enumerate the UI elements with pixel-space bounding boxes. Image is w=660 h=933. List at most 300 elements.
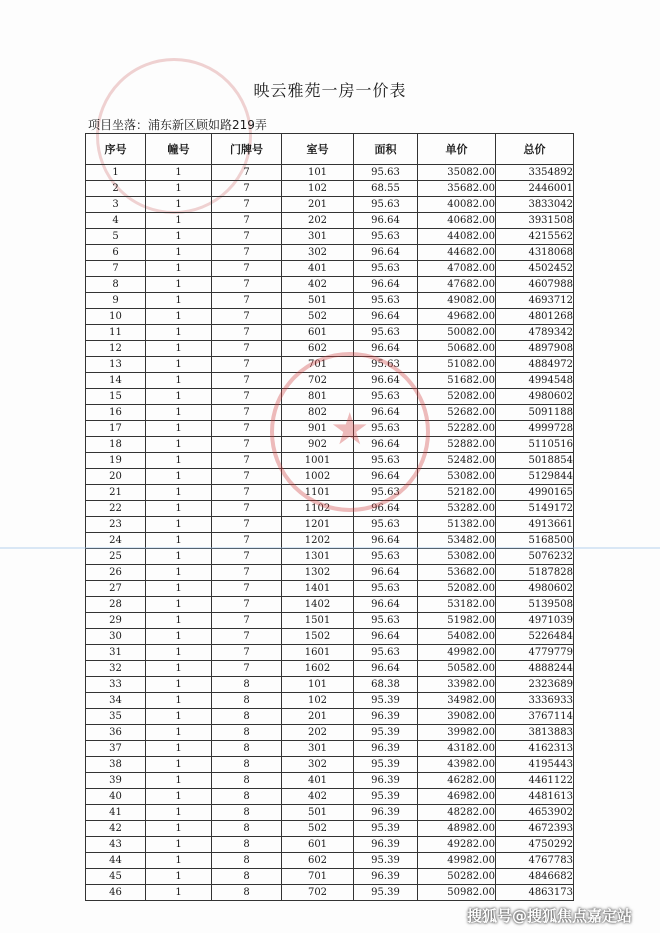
cell-index: 15	[86, 389, 146, 405]
cell-total-price: 4863173	[496, 885, 574, 901]
cell-unit-price: 49082.00	[418, 293, 496, 309]
cell-area: 68.38	[354, 677, 418, 693]
cell-index: 18	[86, 437, 146, 453]
cell-unit-price: 49682.00	[418, 309, 496, 325]
cell-area: 95.63	[354, 581, 418, 597]
cell-room: 101	[282, 677, 354, 693]
cell-total-price: 4994548	[496, 373, 574, 389]
cell-index: 2	[86, 181, 146, 197]
cell-door: 7	[212, 181, 282, 197]
cell-building: 1	[146, 869, 212, 885]
cell-area: 68.55	[354, 181, 418, 197]
cell-room: 802	[282, 405, 354, 421]
cell-total-price: 4897908	[496, 341, 574, 357]
cell-unit-price: 35682.00	[418, 181, 496, 197]
table-row	[86, 677, 574, 693]
cell-index: 23	[86, 517, 146, 533]
cell-index: 33	[86, 677, 146, 693]
cell-area: 96.39	[354, 709, 418, 725]
cell-door: 7	[212, 629, 282, 645]
cell-area: 96.64	[354, 213, 418, 229]
cell-index: 29	[86, 613, 146, 629]
cell-unit-price: 52482.00	[418, 453, 496, 469]
cell-room: 301	[282, 741, 354, 757]
cell-room: 501	[282, 805, 354, 821]
cell-unit-price: 50082.00	[418, 325, 496, 341]
cell-index: 43	[86, 837, 146, 853]
cell-total-price: 3833042	[496, 197, 574, 213]
table-row	[86, 197, 574, 213]
cell-index: 1	[86, 165, 146, 181]
cell-index: 12	[86, 341, 146, 357]
cell-building: 1	[146, 229, 212, 245]
cell-door: 8	[212, 869, 282, 885]
cell-index: 44	[86, 853, 146, 869]
cell-unit-price: 52682.00	[418, 405, 496, 421]
cell-door: 7	[212, 261, 282, 277]
cell-building: 1	[146, 645, 212, 661]
table-row	[86, 421, 574, 437]
cell-room: 402	[282, 277, 354, 293]
cell-index: 24	[86, 533, 146, 549]
cell-room: 1601	[282, 645, 354, 661]
cell-index: 4	[86, 213, 146, 229]
cell-room: 902	[282, 437, 354, 453]
cell-door: 7	[212, 325, 282, 341]
cell-index: 46	[86, 885, 146, 901]
cell-index: 11	[86, 325, 146, 341]
cell-door: 7	[212, 485, 282, 501]
cell-building: 1	[146, 549, 212, 565]
cell-total-price: 4750292	[496, 837, 574, 853]
cell-building: 1	[146, 389, 212, 405]
table-row	[86, 341, 574, 357]
cell-unit-price: 35082.00	[418, 165, 496, 181]
seal-star-icon: ★	[330, 404, 370, 455]
cell-unit-price: 53082.00	[418, 549, 496, 565]
cell-door: 8	[212, 837, 282, 853]
cell-unit-price: 47082.00	[418, 261, 496, 277]
cell-door: 7	[212, 565, 282, 581]
price-table	[85, 133, 574, 901]
cell-unit-price: 34982.00	[418, 693, 496, 709]
cell-area: 96.64	[354, 341, 418, 357]
cell-door: 7	[212, 453, 282, 469]
cell-total-price: 4801268	[496, 309, 574, 325]
cell-area: 96.64	[354, 277, 418, 293]
cell-unit-price: 50282.00	[418, 869, 496, 885]
cell-total-price: 5018854	[496, 453, 574, 469]
cell-building: 1	[146, 437, 212, 453]
cell-total-price: 4502452	[496, 261, 574, 277]
cell-index: 45	[86, 869, 146, 885]
cell-building: 1	[146, 517, 212, 533]
cell-index: 3	[86, 197, 146, 213]
cell-total-price: 5187828	[496, 565, 574, 581]
cell-room: 1201	[282, 517, 354, 533]
cell-room: 1602	[282, 661, 354, 677]
cell-index: 42	[86, 821, 146, 837]
cell-area: 96.64	[354, 245, 418, 261]
cell-room: 901	[282, 421, 354, 437]
cell-door: 8	[212, 853, 282, 869]
cell-door: 7	[212, 597, 282, 613]
cell-door: 7	[212, 613, 282, 629]
cell-index: 25	[86, 549, 146, 565]
cell-area: 95.63	[354, 517, 418, 533]
cell-room: 502	[282, 309, 354, 325]
cell-unit-price: 50982.00	[418, 885, 496, 901]
cell-building: 1	[146, 277, 212, 293]
cell-room: 1402	[282, 597, 354, 613]
cell-unit-price: 40682.00	[418, 213, 496, 229]
cell-total-price: 4672393	[496, 821, 574, 837]
cell-door: 7	[212, 549, 282, 565]
cell-total-price: 4779779	[496, 645, 574, 661]
cell-area: 96.64	[354, 469, 418, 485]
cell-total-price: 5168500	[496, 533, 574, 549]
cell-area: 95.63	[354, 421, 418, 437]
cell-total-price: 5139508	[496, 597, 574, 613]
cell-room: 501	[282, 293, 354, 309]
cell-door: 7	[212, 293, 282, 309]
cell-room: 302	[282, 245, 354, 261]
cell-door: 7	[212, 165, 282, 181]
cell-total-price: 2323689	[496, 677, 574, 693]
table-header-row	[86, 134, 574, 165]
cell-room: 1502	[282, 629, 354, 645]
cell-room: 201	[282, 197, 354, 213]
cell-unit-price: 52082.00	[418, 581, 496, 597]
table-row	[86, 709, 574, 725]
cell-building: 1	[146, 261, 212, 277]
cell-total-price: 4481613	[496, 789, 574, 805]
table-row	[86, 213, 574, 229]
cell-total-price: 5091188	[496, 405, 574, 421]
cell-unit-price: 50682.00	[418, 341, 496, 357]
cell-room: 401	[282, 773, 354, 789]
cell-unit-price: 52182.00	[418, 485, 496, 501]
cell-room: 1002	[282, 469, 354, 485]
table-row	[86, 453, 574, 469]
cell-area: 96.64	[354, 373, 418, 389]
cell-room: 201	[282, 709, 354, 725]
cell-door: 7	[212, 469, 282, 485]
cell-index: 39	[86, 773, 146, 789]
cell-room: 1101	[282, 485, 354, 501]
cell-building: 1	[146, 757, 212, 773]
cell-total-price: 4693712	[496, 293, 574, 309]
cell-index: 17	[86, 421, 146, 437]
cell-unit-price: 49982.00	[418, 853, 496, 869]
table-row	[86, 757, 574, 773]
cell-door: 8	[212, 741, 282, 757]
cell-room: 1102	[282, 501, 354, 517]
cell-total-price: 3767114	[496, 709, 574, 725]
cell-area: 96.39	[354, 741, 418, 757]
cell-index: 5	[86, 229, 146, 245]
cell-room: 1301	[282, 549, 354, 565]
cell-index: 28	[86, 597, 146, 613]
cell-unit-price: 52082.00	[418, 389, 496, 405]
table-row	[86, 501, 574, 517]
cell-area: 95.63	[354, 549, 418, 565]
cell-unit-price: 52882.00	[418, 437, 496, 453]
cell-unit-price: 53482.00	[418, 533, 496, 549]
cell-area: 95.39	[354, 885, 418, 901]
table-row	[86, 373, 574, 389]
cell-building: 1	[146, 597, 212, 613]
cell-total-price: 4767783	[496, 853, 574, 869]
cell-room: 1401	[282, 581, 354, 597]
project-location: 项目坐落：浦东新区顾如路219弄	[88, 118, 267, 132]
cell-room: 202	[282, 213, 354, 229]
table-row	[86, 805, 574, 821]
cell-total-price: 5076232	[496, 549, 574, 565]
cell-room: 1302	[282, 565, 354, 581]
cell-building: 1	[146, 853, 212, 869]
cell-index: 22	[86, 501, 146, 517]
table-row	[86, 725, 574, 741]
table-row	[86, 245, 574, 261]
cell-total-price: 4318068	[496, 245, 574, 261]
table-row	[86, 405, 574, 421]
cell-building: 1	[146, 373, 212, 389]
cell-index: 27	[86, 581, 146, 597]
cell-unit-price: 51082.00	[418, 357, 496, 373]
cell-index: 26	[86, 565, 146, 581]
cell-area: 95.63	[354, 261, 418, 277]
cell-area: 96.64	[354, 629, 418, 645]
cell-area: 95.63	[354, 325, 418, 341]
cell-index: 31	[86, 645, 146, 661]
table-row	[86, 661, 574, 677]
table-row	[86, 565, 574, 581]
cell-total-price: 5110516	[496, 437, 574, 453]
cell-room: 701	[282, 869, 354, 885]
cell-area: 95.63	[354, 485, 418, 501]
cell-building: 1	[146, 629, 212, 645]
cell-area: 96.39	[354, 805, 418, 821]
cell-total-price: 4846682	[496, 869, 574, 885]
cell-building: 1	[146, 213, 212, 229]
cell-total-price: 4162313	[496, 741, 574, 757]
cell-door: 7	[212, 661, 282, 677]
table-row	[86, 773, 574, 789]
cell-unit-price: 39982.00	[418, 725, 496, 741]
cell-total-price: 5149172	[496, 501, 574, 517]
cell-door: 7	[212, 309, 282, 325]
table-row	[86, 853, 574, 869]
table-row	[86, 821, 574, 837]
cell-building: 1	[146, 197, 212, 213]
cell-unit-price: 50582.00	[418, 661, 496, 677]
cell-door: 7	[212, 421, 282, 437]
cell-door: 7	[212, 197, 282, 213]
cell-room: 801	[282, 389, 354, 405]
cell-unit-price: 48282.00	[418, 805, 496, 821]
cell-door: 8	[212, 805, 282, 821]
cell-index: 32	[86, 661, 146, 677]
cell-building: 1	[146, 245, 212, 261]
cell-area: 95.63	[354, 229, 418, 245]
cell-door: 8	[212, 773, 282, 789]
cell-area: 96.64	[354, 501, 418, 517]
cell-index: 13	[86, 357, 146, 373]
cell-unit-price: 39082.00	[418, 709, 496, 725]
header-unit-price: 单价	[418, 134, 496, 165]
cell-index: 37	[86, 741, 146, 757]
cell-door: 8	[212, 789, 282, 805]
cell-area: 95.39	[354, 853, 418, 869]
cell-door: 7	[212, 213, 282, 229]
cell-area: 96.39	[354, 773, 418, 789]
cell-building: 1	[146, 469, 212, 485]
cell-total-price: 4215562	[496, 229, 574, 245]
cell-building: 1	[146, 165, 212, 181]
cell-index: 10	[86, 309, 146, 325]
cell-room: 102	[282, 181, 354, 197]
cell-index: 7	[86, 261, 146, 277]
cell-unit-price: 43982.00	[418, 757, 496, 773]
cell-room: 401	[282, 261, 354, 277]
cell-unit-price: 44082.00	[418, 229, 496, 245]
table-row	[86, 869, 574, 885]
table-row	[86, 325, 574, 341]
cell-door: 7	[212, 581, 282, 597]
cell-door: 7	[212, 373, 282, 389]
cell-building: 1	[146, 821, 212, 837]
scan-artifact-line	[0, 547, 660, 549]
cell-total-price: 4461122	[496, 773, 574, 789]
cell-total-price: 4980602	[496, 389, 574, 405]
cell-unit-price: 54082.00	[418, 629, 496, 645]
cell-total-price: 3813883	[496, 725, 574, 741]
table-row	[86, 581, 574, 597]
cell-index: 16	[86, 405, 146, 421]
cell-building: 1	[146, 405, 212, 421]
cell-index: 38	[86, 757, 146, 773]
cell-building: 1	[146, 741, 212, 757]
cell-unit-price: 53682.00	[418, 565, 496, 581]
cell-total-price: 4888244	[496, 661, 574, 677]
cell-room: 302	[282, 757, 354, 773]
table-row	[86, 261, 574, 277]
cell-unit-price: 46982.00	[418, 789, 496, 805]
cell-door: 7	[212, 229, 282, 245]
cell-unit-price: 53082.00	[418, 469, 496, 485]
cell-area: 95.39	[354, 693, 418, 709]
cell-total-price: 4990165	[496, 485, 574, 501]
cell-unit-price: 51382.00	[418, 517, 496, 533]
cell-area: 96.64	[354, 565, 418, 581]
cell-area: 95.63	[354, 357, 418, 373]
cell-building: 1	[146, 341, 212, 357]
cell-unit-price: 40082.00	[418, 197, 496, 213]
cell-room: 601	[282, 837, 354, 853]
cell-unit-price: 47682.00	[418, 277, 496, 293]
cell-area: 95.63	[354, 197, 418, 213]
cell-total-price: 2446001	[496, 181, 574, 197]
cell-building: 1	[146, 533, 212, 549]
table-row	[86, 645, 574, 661]
cell-unit-price: 51982.00	[418, 613, 496, 629]
cell-area: 95.39	[354, 789, 418, 805]
cell-building: 1	[146, 677, 212, 693]
cell-total-price: 4195443	[496, 757, 574, 773]
cell-area: 95.63	[354, 165, 418, 181]
cell-building: 1	[146, 309, 212, 325]
cell-unit-price: 43182.00	[418, 741, 496, 757]
header-building: 幢号	[146, 134, 212, 165]
cell-area: 95.63	[354, 613, 418, 629]
cell-total-price: 3336933	[496, 693, 574, 709]
cell-index: 9	[86, 293, 146, 309]
cell-building: 1	[146, 709, 212, 725]
cell-index: 6	[86, 245, 146, 261]
table-row	[86, 165, 574, 181]
cell-total-price: 3931508	[496, 213, 574, 229]
cell-building: 1	[146, 357, 212, 373]
table-row	[86, 277, 574, 293]
cell-room: 1001	[282, 453, 354, 469]
cell-door: 7	[212, 437, 282, 453]
cell-unit-price: 52282.00	[418, 421, 496, 437]
cell-door: 8	[212, 757, 282, 773]
cell-door: 7	[212, 357, 282, 373]
table-row	[86, 485, 574, 501]
cell-unit-price: 53182.00	[418, 597, 496, 613]
cell-index: 34	[86, 693, 146, 709]
table-row	[86, 885, 574, 901]
cell-total-price: 4971039	[496, 613, 574, 629]
cell-door: 7	[212, 405, 282, 421]
cell-total-price: 4789342	[496, 325, 574, 341]
table-row	[86, 837, 574, 853]
table-row	[86, 389, 574, 405]
cell-building: 1	[146, 565, 212, 581]
cell-door: 7	[212, 245, 282, 261]
cell-door: 8	[212, 885, 282, 901]
cell-room: 1202	[282, 533, 354, 549]
cell-building: 1	[146, 693, 212, 709]
cell-door: 7	[212, 501, 282, 517]
cell-area: 96.64	[354, 437, 418, 453]
cell-building: 1	[146, 581, 212, 597]
cell-room: 702	[282, 373, 354, 389]
cell-building: 1	[146, 293, 212, 309]
cell-area: 96.64	[354, 533, 418, 549]
cell-total-price: 4999728	[496, 421, 574, 437]
document-title: 映云雅苑一房一价表	[253, 81, 407, 100]
cell-total-price: 4653902	[496, 805, 574, 821]
cell-door: 7	[212, 533, 282, 549]
cell-door: 7	[212, 277, 282, 293]
cell-building: 1	[146, 837, 212, 853]
cell-area: 95.63	[354, 453, 418, 469]
table-row	[86, 293, 574, 309]
header-room: 室号	[282, 134, 354, 165]
cell-index: 41	[86, 805, 146, 821]
cell-area: 95.39	[354, 757, 418, 773]
cell-building: 1	[146, 613, 212, 629]
cell-area: 96.64	[354, 405, 418, 421]
cell-area: 95.39	[354, 725, 418, 741]
cell-unit-price: 33982.00	[418, 677, 496, 693]
cell-room: 702	[282, 885, 354, 901]
cell-unit-price: 48982.00	[418, 821, 496, 837]
cell-index: 36	[86, 725, 146, 741]
